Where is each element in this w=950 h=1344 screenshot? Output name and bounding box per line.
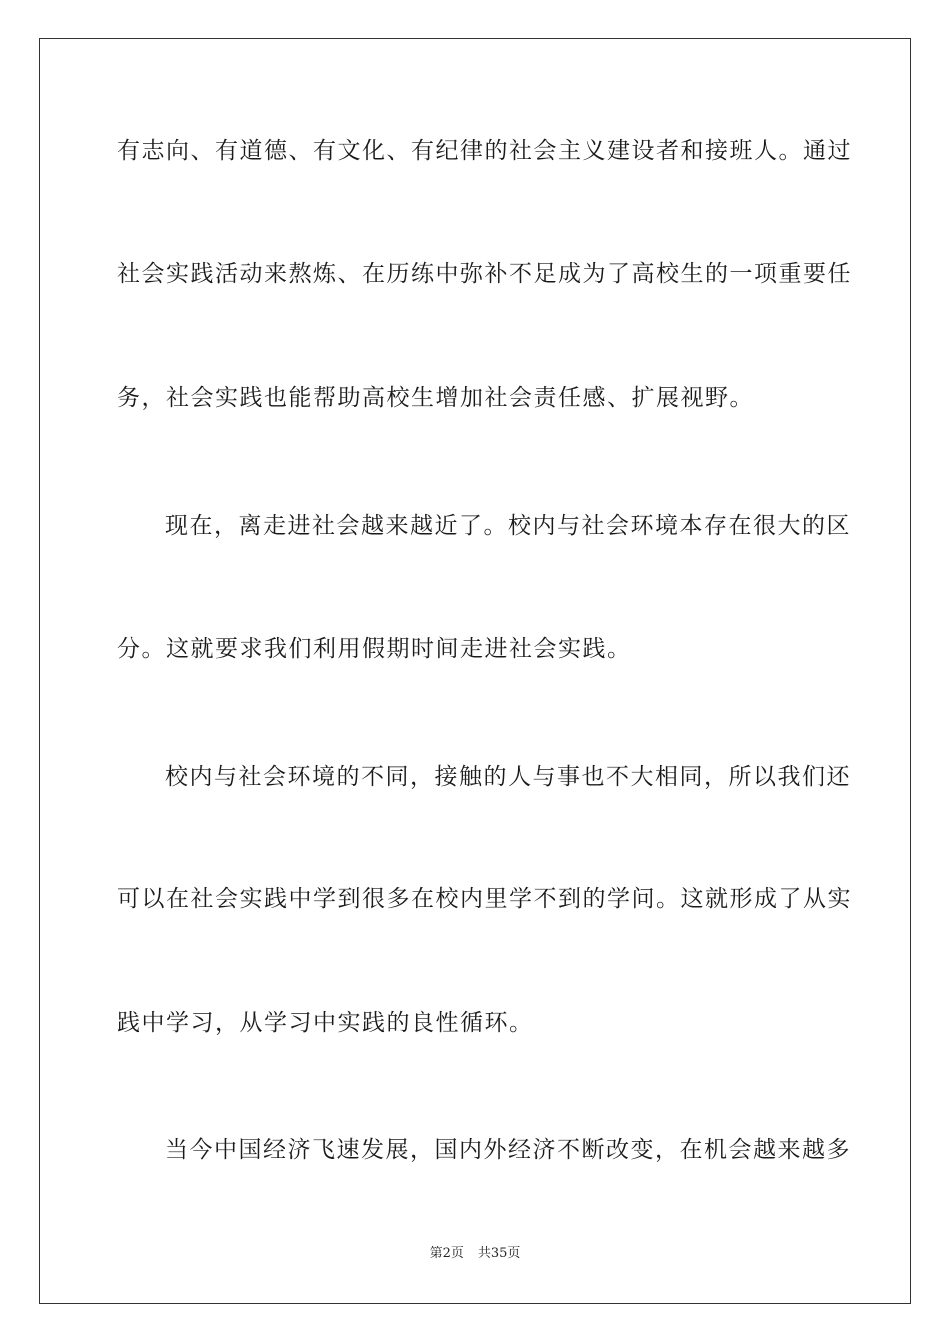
page-number: 第2页	[429, 1246, 464, 1261]
page-frame	[39, 38, 911, 1304]
text-line: 践中学习，从学习中实践的良性循环。	[117, 1010, 534, 1036]
text-line: 社会实践活动来熬炼、在历练中弥补不足成为了高校生的一项重要任	[117, 261, 852, 287]
paragraph-first-line: 校内与社会环境的不同，接触的人与事也不大相同，所以我们还	[165, 764, 851, 790]
text-line: 务，社会实践也能帮助高校生增加社会责任感、扩展视野。	[117, 385, 754, 411]
text-line: 分。这就要求我们利用假期时间走进社会实践。	[117, 636, 632, 662]
paragraph-first-line: 现在，离走进社会越来越近了。校内与社会环境本存在很大的区	[165, 513, 851, 539]
text-line: 有志向、有道德、有文化、有纪律的社会主义建设者和接班人。通过	[117, 138, 852, 164]
page-footer	[0, 1245, 950, 1263]
page-total: 共35页	[477, 1246, 521, 1261]
text-line: 可以在社会实践中学到很多在校内里学不到的学问。这就形成了从实	[117, 886, 852, 912]
paragraph-first-line: 当今中国经济飞速发展，国内外经济不断改变，在机会越来越多	[165, 1137, 851, 1163]
